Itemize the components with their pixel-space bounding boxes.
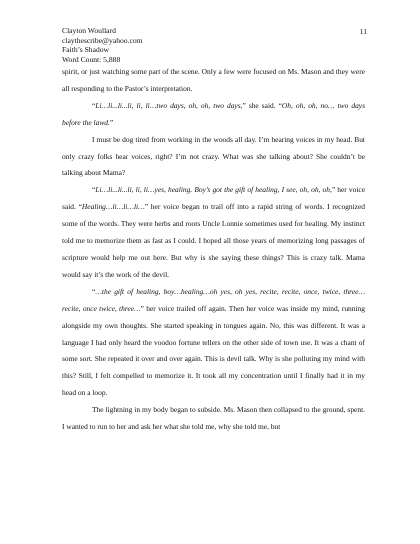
paragraph: The lightning in my body began to subside. Ms. Mason then collapsed to the ground, spent. I wanted to run to her and ask her what she told me, why she told me, but <box>62 405 365 432</box>
author-name: Clayton Woullard <box>62 26 116 35</box>
paragraph: I must be dog tired from working in the woods all day. I’m hearing voices in my head. But only crazy folks hear voices, right? I’m not crazy. What was she talking about? She couldn’t be talking about Mama? <box>62 134 365 178</box>
body-text <box>62 64 365 436</box>
author-email: claythescribe@yahoo.com <box>62 35 143 45</box>
word-count: Word Count: 5,888 <box>62 54 121 64</box>
paragraph: “Li…li...li...li, li, li…two days, oh, oh, two days,” she said. “Oh, oh, oh, no… two days before the lawd.” <box>62 100 365 127</box>
page-number: 11 <box>359 27 367 36</box>
paragraph: spirit, or just watching some part of the scene. Only a few were focused on Ms. Mason and they were all responding to the Pastor’s interpretation. <box>62 67 365 93</box>
manuscript-title: Faith’s Shadow <box>62 45 110 55</box>
paragraph: “Li…li...li...li, li, li…yes, healing. Boy’s got the gift of healing, I see, oh, oh, oh,” her voice said. “Healing…li…li…li…” her voice began to trail off into a rapid string of words. I recognized some of the words. They were herbs and roots Uncle Lonnie sometimes used for healing. My instinct told me to memorize them as fast as I could. I hoped all those years of memorizing long passages of scripture would help me out here. But why is she saying these things? This is crazy talk. Mama would say it’s the work of the devil. <box>62 185 365 279</box>
manuscript-header <box>62 26 143 64</box>
paragraph: “…the gift of healing, boy…healing…oh yes, oh yes, recite, recite, once, twice, three…recite, once twice, three…” her voice trailed off again. Then her voice was inside my mind, running alongside my own thoughts. She started speaking in tongues again. No, this was different. It was a language I had only heard the voodoo fortune tellers on the other side of town use. It was a chant of some sort. She repeated it over and over again. This is devil talk. Why is she polluting my mind with this? Still, I felt compelled to memorize it. It took all my concentration until I finally had it in my head on a loop. <box>62 286 365 398</box>
